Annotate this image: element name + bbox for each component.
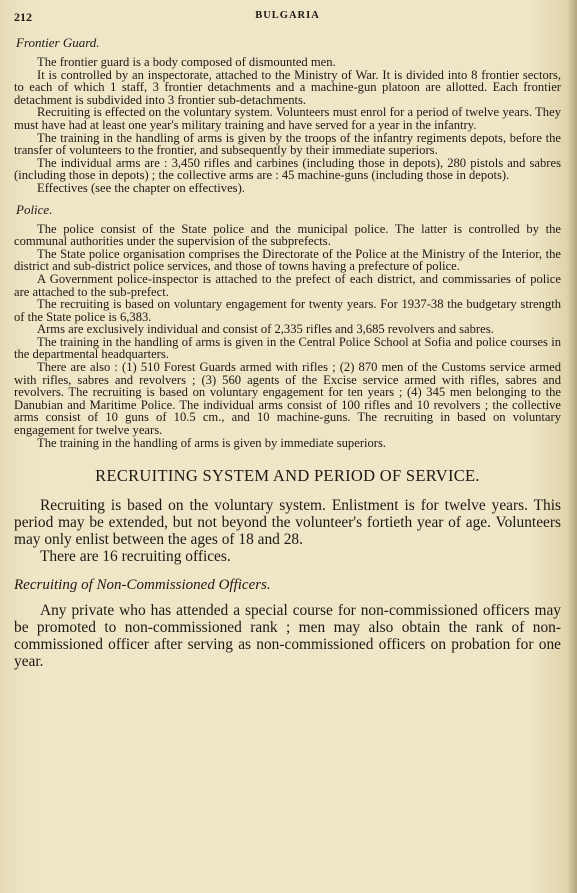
recruiting-section	[14, 497, 561, 565]
nco-section	[14, 602, 561, 670]
paragraph: The police consist of the State police and the municipal police. The latter is controlled by the communal authorities under the supervision of the subprefects.	[14, 221, 561, 249]
police-heading: Police.	[16, 201, 53, 217]
paragraph: Effectives (see the chapter on effectives).	[37, 180, 245, 195]
paragraph: The training in the handling of arms is given by immediate superiors.	[37, 435, 387, 450]
paragraph: Arms are exclusively individual and consist of 2,335 rifles and 3,685 revolvers and sabres.	[37, 322, 494, 337]
page-number: 212	[14, 10, 32, 24]
paragraph: The frontier guard is a body composed of dismounted men.	[37, 55, 336, 69]
paragraph: Recruiting is effected on the voluntary system. Volunteers must enrol for a period of twelve years. They must have had at least one year's military training and have served for a year in the infantry.	[14, 105, 561, 132]
paragraph: The State police organisation comprises the Directorate of the Police at the Ministry of the Interior, the district and sub-district police services, and those of towns having a prefecture of police.	[14, 246, 561, 274]
running-title: BULGARIA	[255, 10, 320, 21]
recruiting-system-heading: RECRUITING SYSTEM AND PERIOD OF SERVICE.	[95, 466, 480, 486]
paragraph: Recruiting is based on the voluntary system. Enlistment is for twelve years. This period may be extended, but not beyond the volunteer's fortieth year of age. Volunteers may only enlist between the ages of 18 and 28.	[14, 497, 561, 549]
paragraph: The training in the handling of arms is given by the troops of the infantry regiments depots, before the transfer of volunteers to the frontier, and subsequently by their immediate superiors.	[14, 130, 561, 158]
frontier-guard-heading: Frontier Guard.	[16, 35, 100, 50]
police-section	[14, 223, 561, 450]
nco-heading: Recruiting of Non-Commissioned Officers.	[14, 577, 271, 594]
paragraph: The individual arms are : 3,450 rifles and carbines (including those in depots), 280 pistols and sabres (including those in depots) ; the collective arms are : 45 machine-guns (including those in depots).	[14, 155, 561, 183]
paragraph: The training in the handling of arms is given in the Central Police School at Sofia and police courses in the departmental headquarters.	[14, 334, 561, 362]
paragraph: The recruiting is based on voluntary engagement for twenty years. For 1937-38 the budgetary strength of the State police is 6,383.	[14, 297, 561, 324]
paragraph: A Government police-inspector is attached to the prefect of each district, and commissaries of police are attached to the sub-prefect.	[14, 271, 561, 299]
paragraph: Any private who has attended a special course for non-commissioned officers may be promoted to non-commissioned rank ; men may also obtain the rank of non-commissioned officer after serving as non-commissioned officers on probation for one year.	[14, 602, 561, 671]
paragraph: There are 16 recruiting offices.	[40, 548, 231, 566]
paragraph: There are also : (1) 510 Forest Guards armed with rifles ; (2) 870 men of the Customs service armed with rifles, sabres and revolvers ; (3) 560 agents of the Excise service armed with rifles, sabres and revolvers. The recruiting is based on voluntary engagement for ten years ; (4) 345 men belonging to the Danubian and Maritime Police. The individual arms consist of 100 rifles and 10 revolvers ; the collective arms consist of 10 guns of 10.5 cm., and 10 machine-guns. The recruiting in based on voluntary engagement for twelve years.	[14, 360, 561, 438]
frontier-guard-section	[14, 56, 561, 195]
running-head	[14, 10, 561, 28]
paragraph: It is controlled by an inspectorate, attached to the Ministry of War. It is divided into 8 frontier sectors, to each of which 1 staff, 3 frontier detachments and a machine-gun platoon are allotted. Each frontier detachment is subdivided into 3 frontier sub-detachments.	[14, 67, 561, 107]
